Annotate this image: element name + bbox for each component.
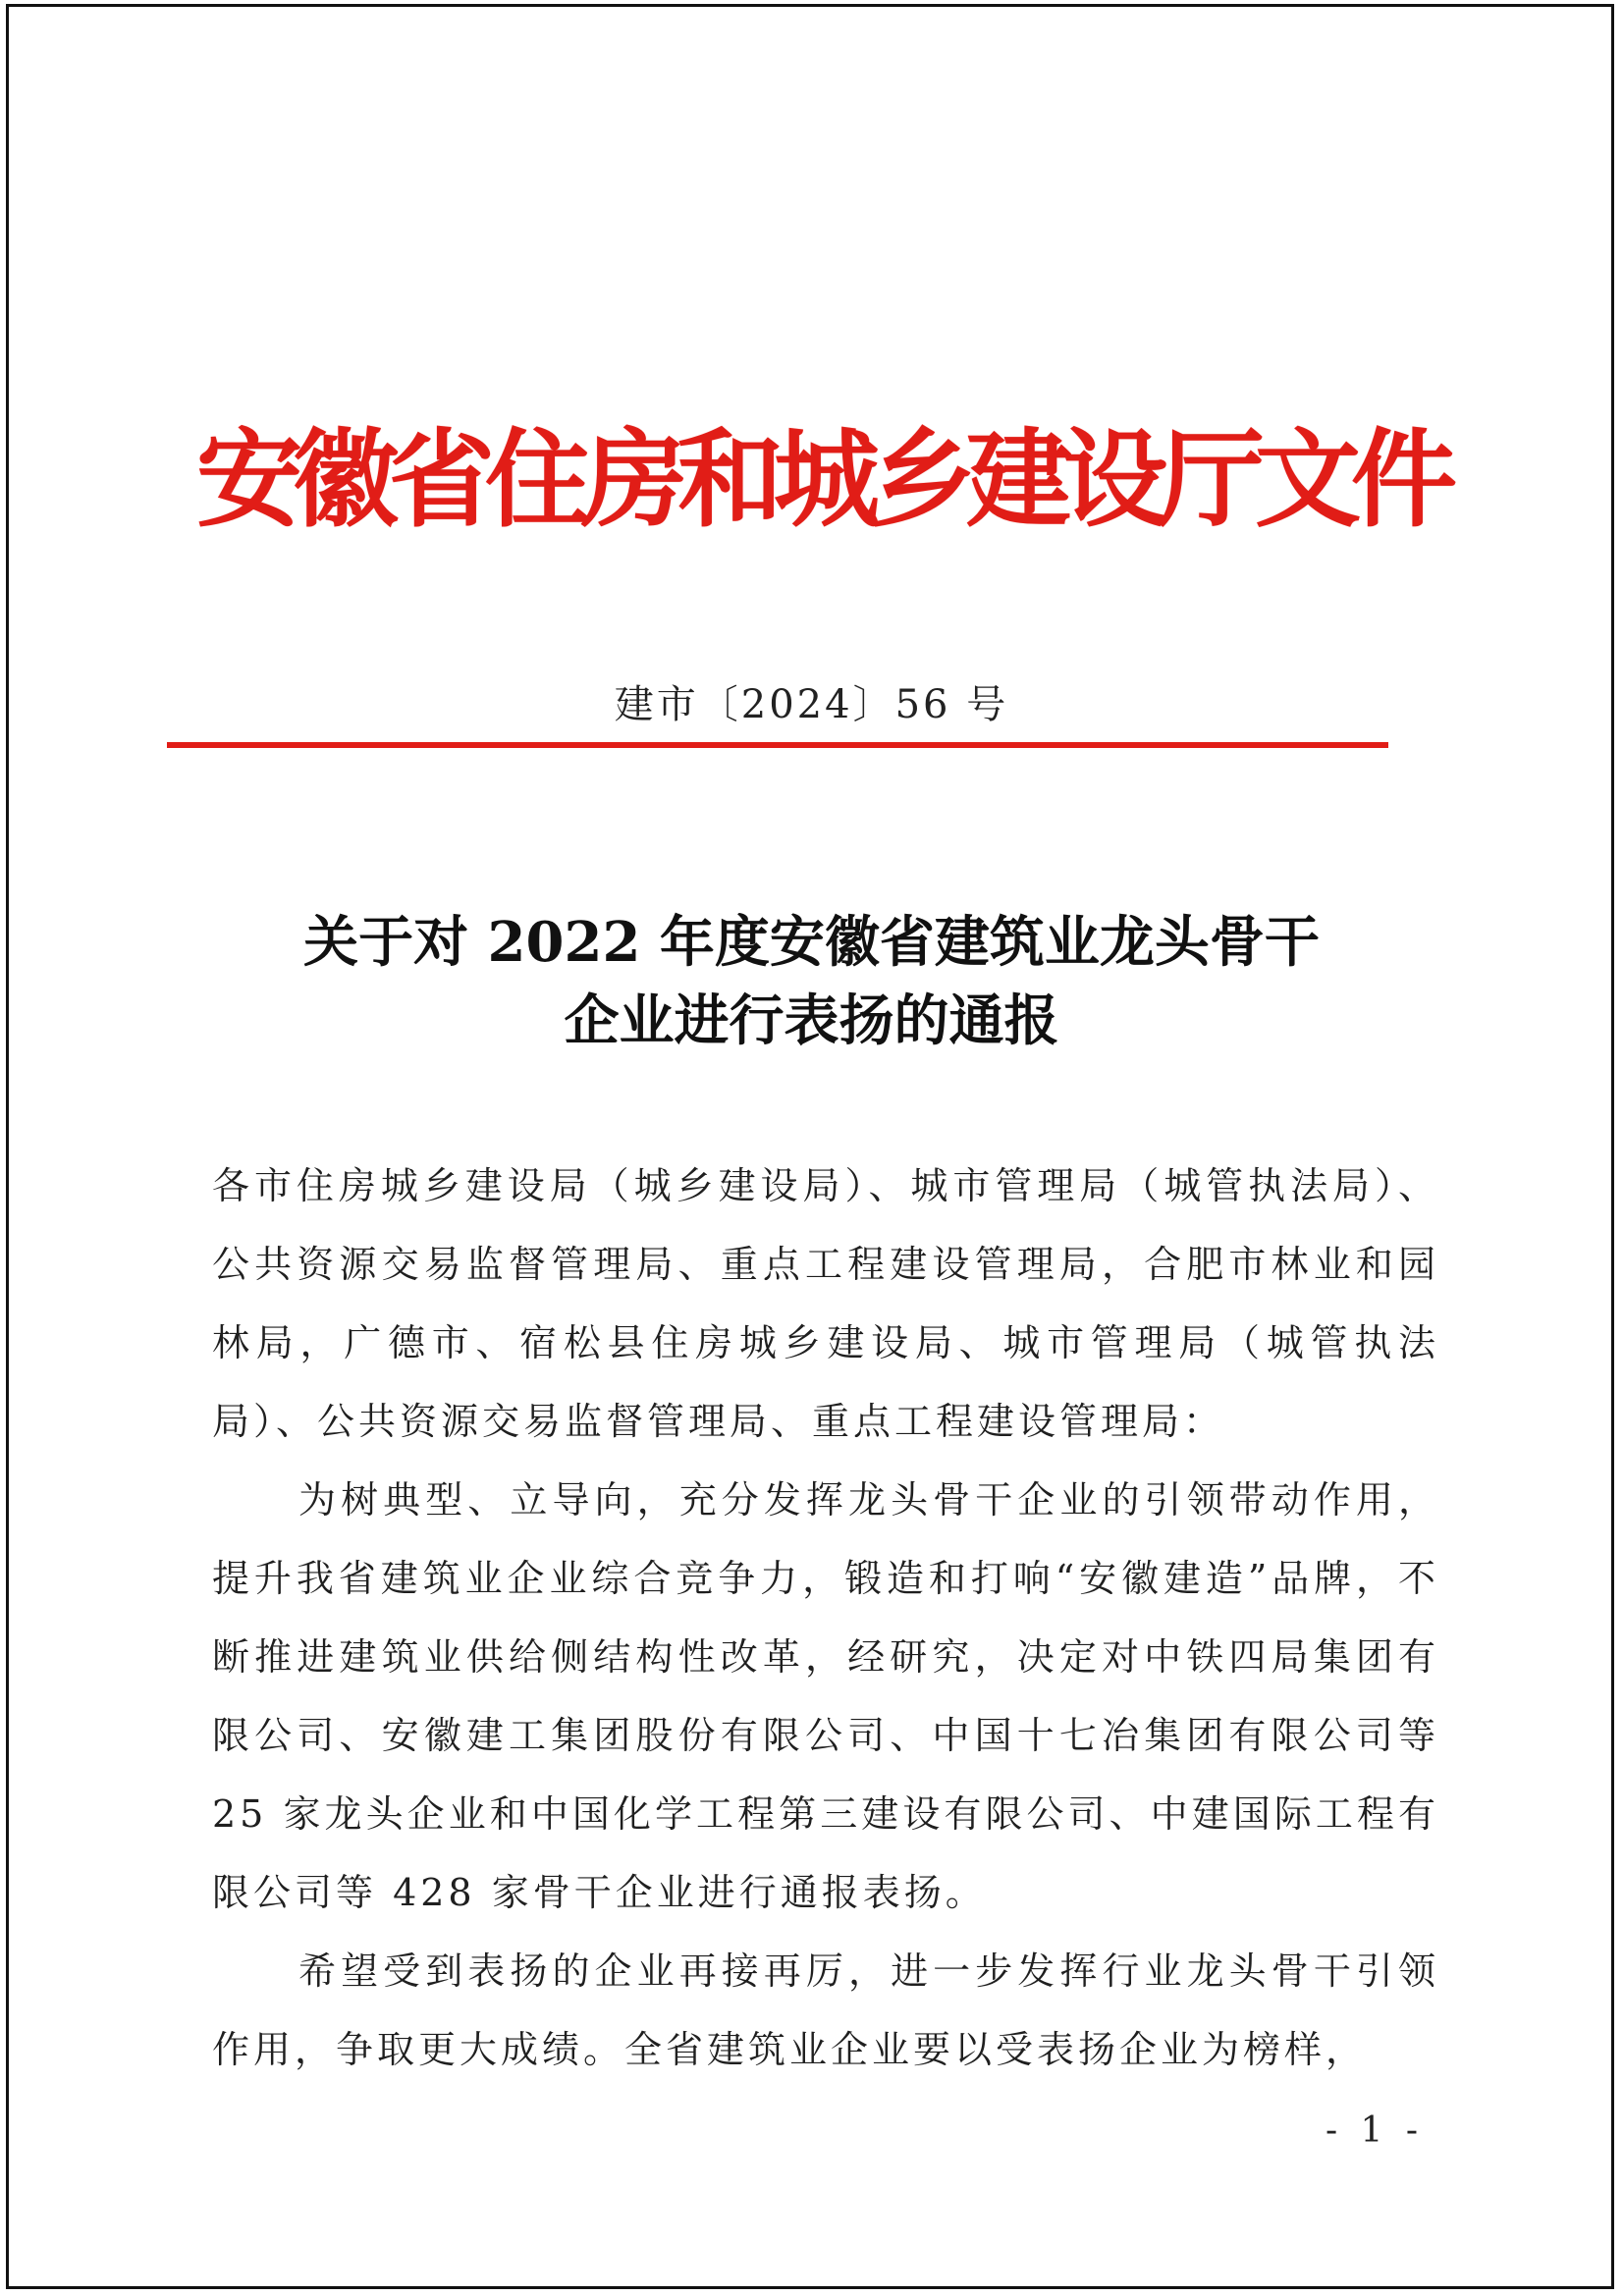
- document-title: [0, 903, 1623, 1060]
- title-line-1: 关于对 2022 年度安徽省建筑业龙头骨干: [303, 910, 1320, 975]
- body-paragraph-2: 希望受到表扬的企业再接再厉，进一步发挥行业龙头骨干引领作用，争取更大成绩。全省建筑业企业要以受表扬企业为榜样，: [212, 1949, 1439, 2071]
- title-line-2: 企业进行表扬的通报: [564, 988, 1059, 1053]
- addressee-paragraph: 各市住房城乡建设局（城乡建设局）、城市管理局（城管执法局）、公共资源交易监督管理局、重点工程建设管理局，合肥市林业和园林局，广德市、宿松县住房城乡建设局、城市管理局（城管执法局）、公共资源交易监督管理局、重点工程建设管理局：: [212, 1164, 1439, 1443]
- body-paragraph-1: 为树典型、立导向，充分发挥龙头骨干企业的引领带动作用，提升我省建筑业企业综合竞争力，锻造和打响“安徽建造”品牌，不断推进建筑业供给侧结构性改革，经研究，决定对中铁四局集团有限公司、安徽建工集团股份有限公司、中国十七冶集团有限公司等 25 家龙头企业和中国化学工程第三建设有限公司、中建国际工程有限公司等 428 家骨干企业进行通报表扬。: [212, 1478, 1439, 1914]
- red-divider: [167, 742, 1388, 748]
- document-number: 建市〔2024〕56 号: [614, 682, 1009, 727]
- document-body: [212, 1147, 1439, 2089]
- document-header: 安徽省住房和城乡建设厅文件: [196, 419, 1448, 542]
- page-number: - 1 -: [1325, 2110, 1425, 2151]
